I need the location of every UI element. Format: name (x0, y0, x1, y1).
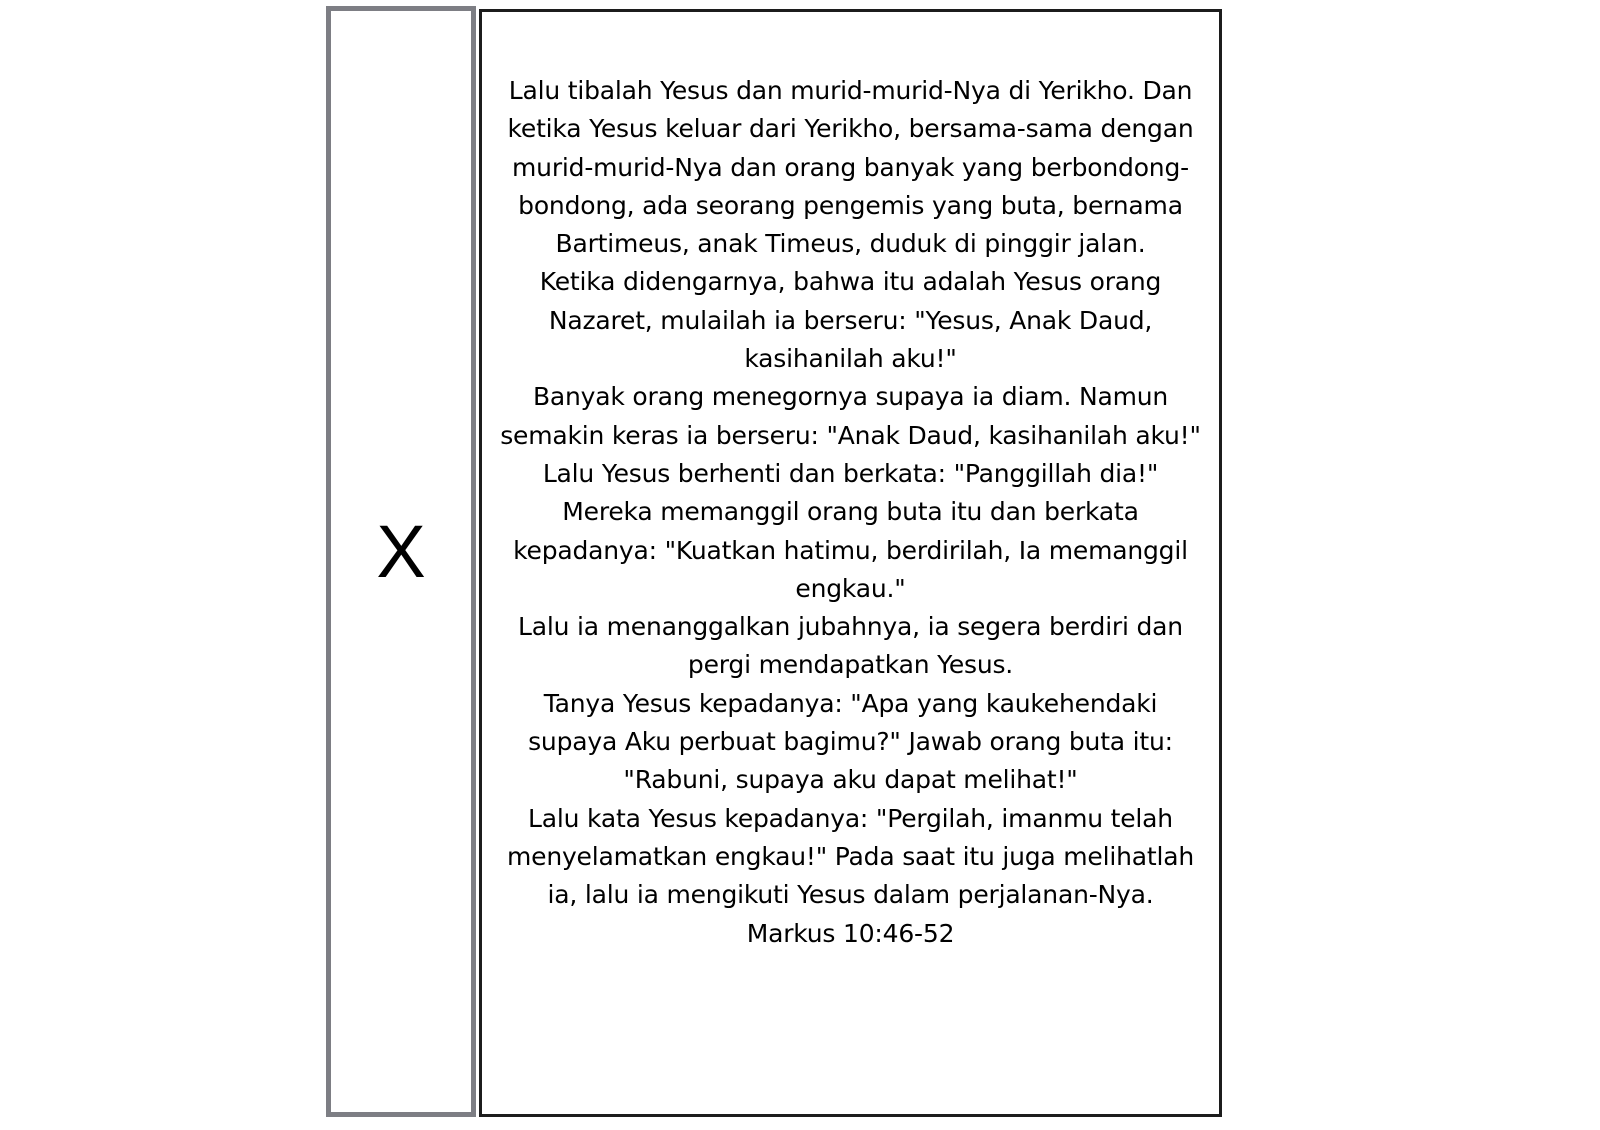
passage-text (500, 72, 1201, 953)
passage-card (479, 9, 1222, 1117)
close-icon: X (376, 509, 426, 593)
verse-48: Banyak orang menegornya supaya ia diam. Namun semakin keras ia berseru: "Anak Daud, kasihanilah aku!" (500, 382, 1201, 450)
verse-52: Lalu kata Yesus kepadanya: "Pergilah, imanmu telah menyelamatkan engkau!" Pada saat itu juga melihatlah ia, lalu ia mengikuti Yesus dalam perjalanan-Nya. (506, 803, 1194, 910)
verse-46: Lalu tibalah Yesus dan murid-murid-Nya di Yerikho. Dan ketika Yesus keluar dari Yerikho, bersama-sama dengan murid-murid-Nya dan orang banyak yang berbondong-bondong, ada seorang pengemis yang buta, bernama Bartimeus, anak Timeus, duduk di pinggir jalan. (507, 76, 1194, 259)
verse-51: Tanya Yesus kepadanya: "Apa yang kaukehendaki supaya Aku perbuat bagimu?" Jawab orang buta itu: "Rabuni, supaya aku dapat melihat!" (528, 688, 1173, 795)
passage-reference: Markus 10:46-52 (746, 918, 955, 948)
close-panel-button[interactable] (326, 6, 476, 1117)
verse-50: Lalu ia menanggalkan jubahnya, ia segera berdiri dan pergi mendapatkan Yesus. (518, 612, 1183, 680)
verse-49: Lalu Yesus berhenti dan berkata: "Panggillah dia!" Mereka memanggil orang buta itu dan berkata kepadanya: "Kuatkan hatimu, berdirilah, Ia memanggil engkau." (513, 458, 1188, 603)
verse-47: Ketika didengarnya, bahwa itu adalah Yesus orang Nazaret, mulailah ia berseru: "Yesus, Anak Daud, kasihanilah aku!" (539, 267, 1162, 374)
